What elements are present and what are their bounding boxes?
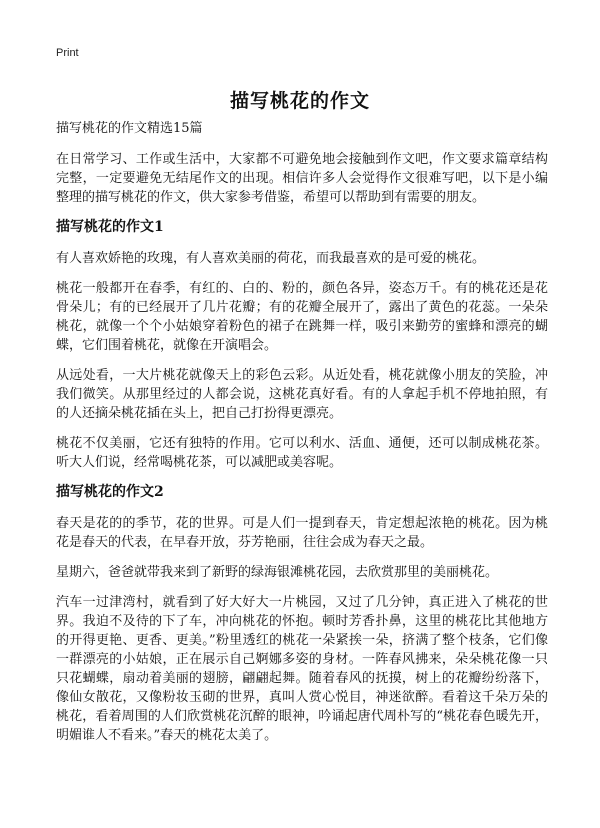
essay-paragraph: 星期六，爸爸就带我来到了新野的绿海银滩桃花园，去欣赏那里的美丽桃花。: [56, 565, 499, 580]
essay-2: [56, 483, 548, 745]
essay-paragraph: 汽车一过津湾村，就看到了好大好大一片桃园，又过了几分钟，真正进入了桃花的世界。我迫不及待的下了车，冲向桃花的怀抱。顿时芳香扑鼻，这里的桃花比其他地方的开得更艳、更香、更美。”粉里透红的桃花一朵紧挨一朵，挤满了整个枝条，它们像一群漂亮的小姑娘，正在展示自己婀娜多姿的身材。一阵春风拂来，朵朵桃花像一只只花蝴蝶，扇动着美丽的翅膀，翩翩起舞。随着春风的抚摸，树上的花瓣纷纷落下，像仙女散花，又像粉妆玉砌的世界，真叫人赏心悦目，神迷欲醉。看着这千朵万朵的桃花，看着周围的人们欣赏桃花沉醉的眼神，吟诵起唐代周朴写的“桃花春色暖先开，明媚谁人不看来。”春天的桃花太美了。: [56, 595, 548, 743]
essay-heading: 描写桃花的作文2: [56, 484, 164, 500]
essay-heading: 描写桃花的作文1: [56, 219, 164, 235]
document-subtitle: 描写桃花的作文精选15篇: [56, 121, 203, 136]
document-body: [56, 120, 548, 756]
page-title: 描写桃花的作文: [229, 90, 370, 112]
essay-paragraph: 春天是花的的季节，花的世界。可是人们一提到春天，肯定想起浓艳的桃花。因为桃花是春天的代表，在早春开放，芬芳艳丽，往往会成为春天之最。: [56, 516, 548, 550]
essay-paragraph: 桃花不仅美丽，它还有独特的作用。它可以利水、活血、通便，还可以制成桃花茶。听大人们说，经常喝桃花茶，可以减肥或美容呢。: [56, 436, 548, 470]
essay-paragraph: 从远处看，一大片桃花就像天上的彩色云彩。从近处看，桃花就像小朋友的笑脸，冲我们微笑。从那里经过的人都会说，这桃花真好看。有的人拿起手机不停地拍照，有的人还摘朵桃花插在头上，把自己打扮得更漂亮。: [56, 368, 548, 421]
essay-paragraph: 有人喜欢娇艳的玫瑰，有人喜欢美丽的荷花，而我最喜欢的是可爱的桃花。: [56, 251, 486, 266]
essay-1: [56, 218, 548, 472]
intro-paragraph: 在日常学习、工作或生活中，大家都不可避免地会接触到作文吧，作文要求篇章结构完整，一定要避免无结尾作文的出现。相信许多人会觉得作文很难写吧，以下是小编整理的描写桃花的作文，供大家参考借鉴，希望可以帮助到有需要的朋友。: [56, 152, 548, 205]
print-label: Print: [56, 47, 79, 59]
essay-paragraph: 桃花一般都开在春季，有红的、白的、粉的，颜色各异，姿态万千。有的桃花还是花骨朵儿；有的已经展开了几片花瓣；有的花瓣全展开了，露出了黄色的花蕊。一朵朵桃花，就像一个个小姑娘穿着粉色的裙子在跳舞一样，吸引来勤劳的蜜蜂和漂亮的蝴蝶，它们围着桃花，就像在开演唱会。: [56, 281, 548, 353]
